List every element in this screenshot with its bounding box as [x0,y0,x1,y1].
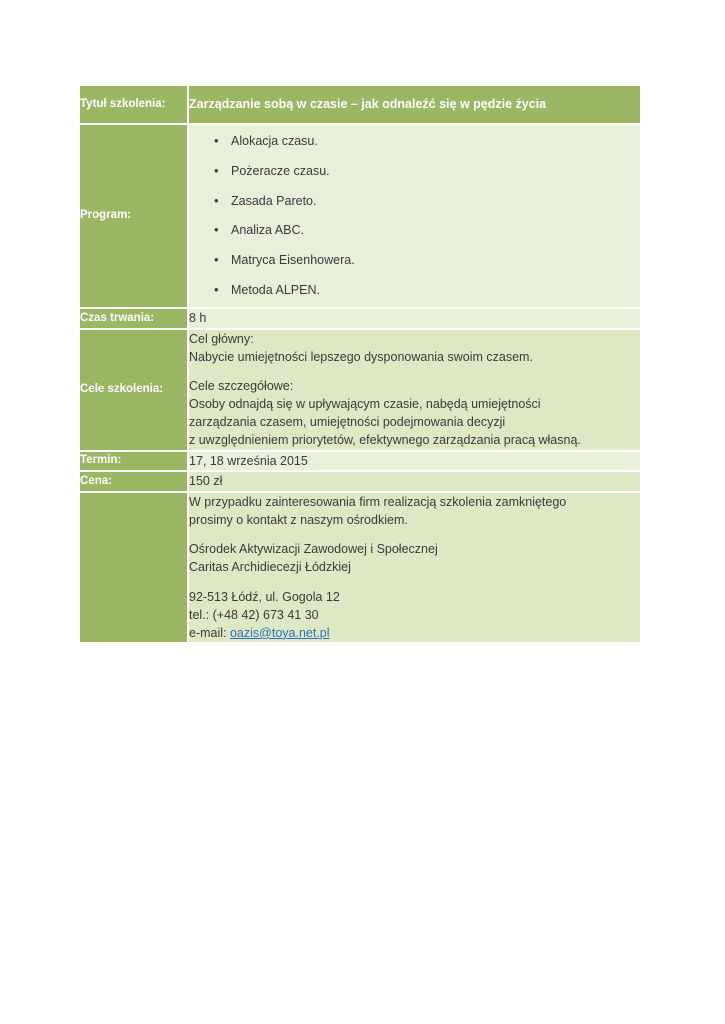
contact-email-link[interactable]: oazis@toya.net.pl [229,625,330,640]
row-label-goals: Cele szkolenia: [80,329,188,451]
row-label-title: Tytuł szkolenia: [80,86,188,124]
table-row-title [80,86,640,124]
contact-org-line-1: Ośrodek Aktywizacji Zawodowej i Społecznej [189,542,438,557]
contact-organisation [189,540,640,576]
table-row-duration [80,308,640,329]
list-item: • Pożeracze czasu. [231,163,640,180]
training-info-table [80,86,640,644]
contact-email-label: e-mail: [189,625,230,640]
goals-detail-paragraph [189,377,640,450]
list-item: • Analiza ABC. [231,222,640,239]
goals-detail-heading: Cele szczegółowe: [189,379,294,393]
contact-address: 92-513 Łódź, ul. Gogola 12 [189,589,340,604]
row-value-date: 17, 18 września 2015 [188,451,640,472]
row-value-duration: 8 h [188,308,640,329]
list-item: • Alokacja czasu. [231,133,640,150]
row-label-date: Termin: [80,451,188,472]
table-row-date [80,451,640,472]
goals-main-paragraph [189,330,640,366]
contact-email-line [189,624,640,642]
row-value-contact [188,492,640,643]
row-label-program: Program: [80,124,188,308]
table-row-program [80,124,640,308]
contact-phone: tel.: (+48 42) 673 41 30 [189,607,319,622]
goals-main-text: Nabycie umiejętności lepszego dysponowania swoim czasem. [189,349,533,364]
contact-intro-line-2: prosimy o kontakt z naszym ośrodkiem. [189,513,408,528]
row-label-price: Cena: [80,471,188,492]
row-value-goals [188,329,640,451]
list-item: • Zasada Pareto. [231,193,640,210]
contact-details [189,588,640,642]
contact-intro-line-1: W przypadku zainteresowania firm realizacją szkolenia zamkniętego [189,495,567,509]
contact-org-line-2: Caritas Archidiecezji Łódzkiej [189,560,351,575]
goals-detail-line-1: Osoby odnajdą się w upływającym czasie, nabędą umiejętności [189,397,541,412]
list-item: • Metoda ALPEN. [231,282,640,299]
row-value-program [188,124,640,308]
program-list [189,133,640,299]
goals-detail-line-2: zarządzania czasem, umiejętności podejmowania decyzji [189,415,506,430]
goals-detail-line-3: z uwzględnieniem priorytetów, efektywnego zarządzania pracą własną. [189,433,581,448]
row-value-price: 150 zł [188,471,640,492]
row-label-duration: Czas trwania: [80,308,188,329]
table-row-price [80,471,640,492]
table-row-goals [80,329,640,451]
goals-main-heading: Cel główny: [189,331,254,346]
table-row-contact [80,492,640,643]
row-label-contact-empty [80,492,188,643]
row-value-title: Zarządzanie sobą w czasie – jak odnaleźć się w pędzie życia [188,86,640,124]
contact-intro [189,493,640,529]
list-item: • Matryca Eisenhowera. [231,252,640,269]
